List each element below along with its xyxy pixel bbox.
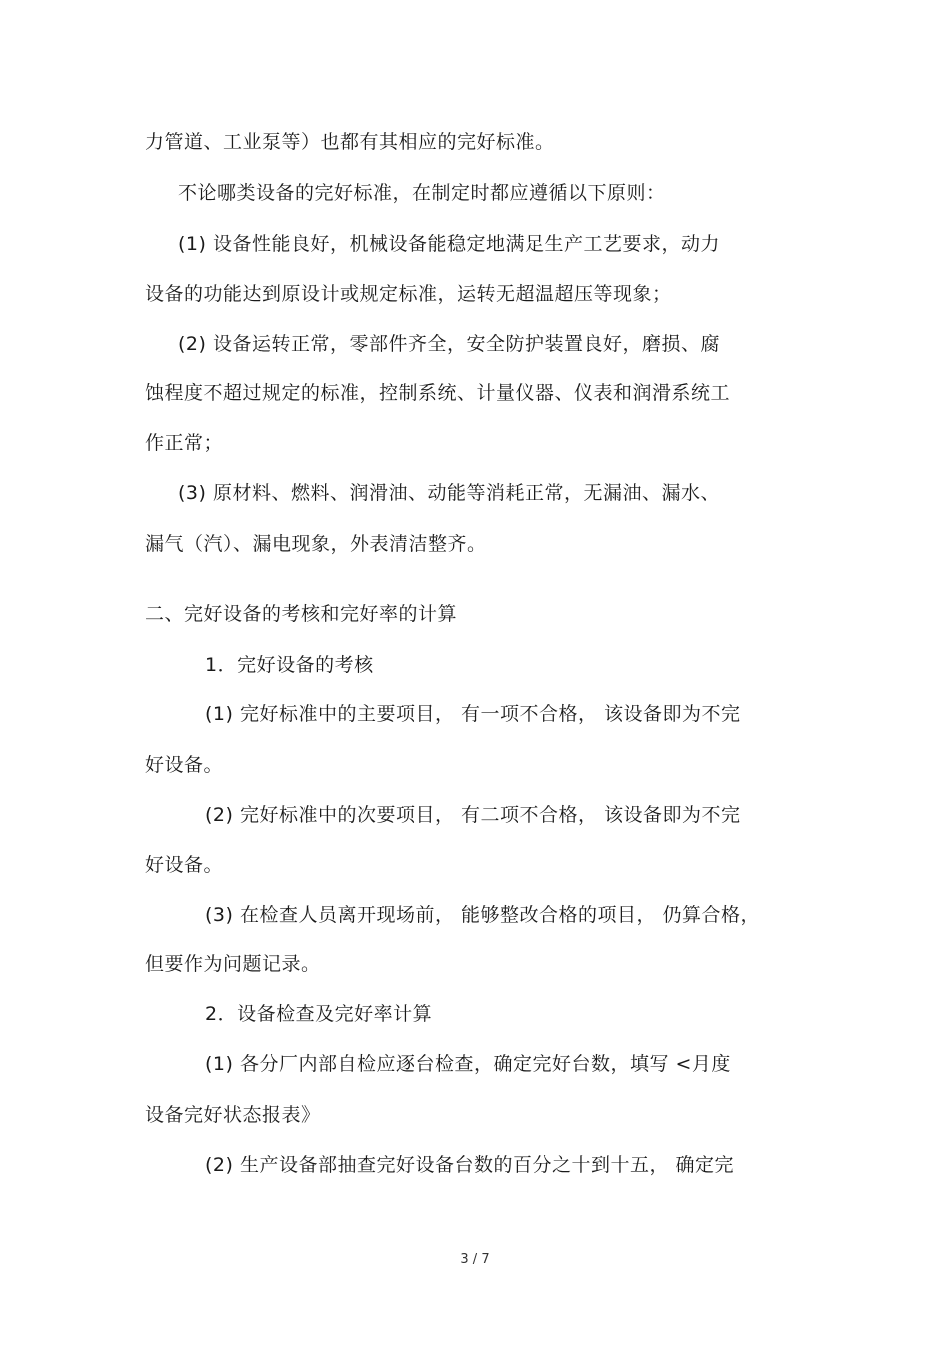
text-line: (1) 完好标准中的主要项目， 有一项不合格， 该设备即为不完: [205, 703, 741, 725]
text-line: 作正常；: [145, 432, 224, 454]
text-line: 设备的功能达到原设计或规定标准，运转无超温超压等现象；: [145, 283, 672, 305]
text-line: (3) 原材料、燃料、润滑油、动能等消耗正常，无漏油、漏水、: [178, 482, 720, 504]
text-line: (2) 生产设备部抽查完好设备台数的百分之十到十五， 确定完: [205, 1154, 734, 1176]
text-line: (1) 各分厂内部自检应逐台检查，确定完好台数，填写 <月度: [205, 1053, 731, 1075]
text-line: 不论哪类设备的完好标准，在制定时都应遵循以下原则：: [178, 182, 666, 204]
text-line: 但要作为问题记录。: [145, 953, 321, 975]
text-line: (2) 设备运转正常，零部件齐全，安全防护装置良好，磨损、腐: [178, 333, 720, 355]
text-line: 力管道、工业泵等）也都有其相应的完好标准。: [145, 131, 555, 153]
section-heading: 二、完好设备的考核和完好率的计算: [145, 603, 458, 625]
text-line: 好设备。: [145, 854, 224, 876]
text-line: (2) 完好标准中的次要项目， 有二项不合格， 该设备即为不完: [205, 804, 741, 826]
page-number: 3 / 7: [460, 1252, 490, 1267]
text-line: (3) 在检查人员离开现场前， 能够整改合格的项目， 仍算合格，: [205, 904, 761, 926]
text-line: 好设备。: [145, 754, 224, 776]
text-line: 蚀程度不超过规定的标准，控制系统、计量仪器、仪表和润滑系统工: [145, 382, 731, 404]
text-line: 漏气（汽）、漏电现象，外表清洁整齐。: [145, 533, 487, 555]
subsection-heading: 1．完好设备的考核: [205, 654, 374, 676]
text-line: (1) 设备性能良好，机械设备能稳定地满足生产工艺要求，动力: [178, 233, 720, 255]
subsection-heading: 2．设备检查及完好率计算: [205, 1003, 433, 1025]
text-line: 设备完好状态报表》: [145, 1104, 321, 1126]
